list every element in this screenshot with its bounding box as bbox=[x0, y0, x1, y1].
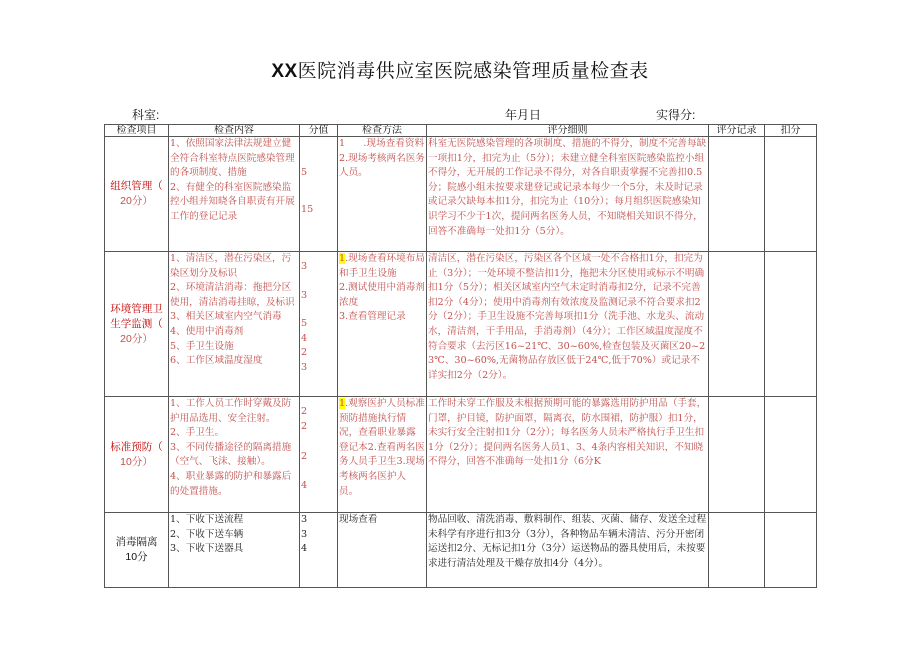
score-label: 实得分: bbox=[656, 108, 696, 122]
table-header-row bbox=[105, 125, 817, 137]
inspection-table bbox=[104, 124, 817, 588]
rules-cell: 物品回收、清洗消毒、敷料制作、组装、灭菌、储存、发送全过程未科学有序进行扣3分（3分），各种物品车辆未清洁、污分开密闭运送扣2分、无标记扣1分（3分）运送物品的器具使用后，未按要求进行清洁处理及干燥存放扣4分（4分）。 bbox=[427, 513, 709, 588]
category-cell: 标准预防（ 10分） bbox=[105, 397, 169, 513]
method-cell: 现场查看 bbox=[338, 513, 427, 588]
table-row bbox=[105, 397, 817, 513]
header-rules: 评分细则 bbox=[427, 125, 709, 137]
content-cell: 1、清洁区，潜在污染区，污染区划分及标识 2、环境清洁消毒：拖把分区使用，清洁消毒挂晾，及标识 3、相关区域室内空气消毒 4、使用中消毒剂 5、手卫生设施 6、工作区域温度湿度 bbox=[169, 252, 300, 397]
deduction-cell[interactable] bbox=[765, 137, 817, 252]
category-cell: 环境管理卫生学监测（ 20分） bbox=[105, 252, 169, 397]
table-row bbox=[105, 513, 817, 588]
header-record: 评分记录 bbox=[709, 125, 765, 137]
category-cell: 消毒隔离 10分 bbox=[105, 513, 169, 588]
record-cell[interactable] bbox=[709, 397, 765, 513]
score-cell: 3 3 4 bbox=[300, 513, 338, 588]
record-cell[interactable] bbox=[709, 137, 765, 252]
table-row bbox=[105, 252, 817, 397]
rules-cell: 科室无医院感染管理的各项制度、措施的不得分，制度不完善每缺一项扣1分，扣完为止（5分）；未建立健全科室医院感染监控小组不得分，无开展的工作记录不得分，对各自职责掌握不完善扣0.5分；院感小组未按要求建登记或记录本每少一个5分，未及时记录或记录欠缺每本扣1分，扣完为止（10分）；每月组织医院感染知识学习不少于1次，提问两名医务人员，不知晓相关知识不得分，回答不准确每一处扣1分（5分）。 bbox=[427, 137, 709, 252]
score-cell: 3 3 5 4 2 3 bbox=[300, 252, 338, 397]
deduction-cell[interactable] bbox=[765, 397, 817, 513]
content-cell: 1、工作人员工作时穿戴及防护用品选用、安全注射。 2、手卫生。 3、不同传播途径的隔离措施（空气、飞沫、接触）。 4、职业暴露的防护和暴露后的处置措施。 bbox=[169, 397, 300, 513]
header-content: 检查内容 bbox=[169, 125, 300, 137]
table-row bbox=[105, 137, 817, 252]
date-label: 年月日 bbox=[505, 108, 542, 122]
header-method: 检查方法 bbox=[338, 125, 427, 137]
method-cell: 1.现场查看环境布局和手卫生设施 2.测试使用中消毒剂浓度 3.查看管理记录 bbox=[338, 252, 427, 397]
rules-cell: 工作时未穿工作服及未根据预期可能的暴露选用防护用品（手套，门罩，护目镜，防护面罩，隔离衣，防水围裙，防护服）扣1分，未实行安全注射扣1分（2分）；每名医务人员未严格执行手卫生扣1分（2分）；提问两名医务人员1、3、4条内容相关知识，不知晓不得分，回答不准确每一处扣1分（6分K bbox=[427, 397, 709, 513]
dept-label: 科室: bbox=[132, 108, 160, 122]
method-cell: 1.观察医护人员标准预防措施执行情况，查看职业暴露登记本2.查看两名医务人员手卫生3.现场考核两名医护人员。 bbox=[338, 397, 427, 513]
content-cell: 1、下收下送流程 2、下收下送车辆 3、下收下送器具 bbox=[169, 513, 300, 588]
category-cell: 组织管理（ 20分） bbox=[105, 137, 169, 252]
header-score: 分值 bbox=[300, 125, 338, 137]
score-cell: 2 2 2 4 bbox=[300, 397, 338, 513]
rules-cell: 清洁区，潜在污染区，污染区各个区域一处不合格扣1分，扣完为止（3分）；一处环境不整洁扣1分，拖把未分区使用或标示不明确扣1分（5分）；相关区域室内空气未定时消毒扣2分，记录不完善扣2分（4分）；使用中消毒剂有效浓度及监测记录不符合要求扣2分（2分）；手卫生设施不完善每项扣1分（洗手池、水龙头、流动水，清洁剂，干手用品，手消毒剂）（4分）；工作区域温度湿度不符合要求（去污区16~21℃、30~60%,检查包装及灭菌区20~23℃、30~60%,无菌物品存放区低于24℃,低于70%）或记录不详实扣2分（2分）。 bbox=[427, 252, 709, 397]
record-cell[interactable] bbox=[709, 252, 765, 397]
header-deduction: 扣分 bbox=[765, 125, 817, 137]
record-cell[interactable] bbox=[709, 513, 765, 588]
content-cell: 1、依照国家法律法规建立健全符合科室特点医院感染管理的各项制度、措施 2、有健全的科室医院感染监控小组并知晓各自职责有开展工作的登记记录 bbox=[169, 137, 300, 252]
method-cell: 1 .现场查看资料 2.现场考核两名医务人员。 bbox=[338, 137, 427, 252]
deduction-cell[interactable] bbox=[765, 252, 817, 397]
score-cell: 5 15 bbox=[300, 137, 338, 252]
header-item: 检查项目 bbox=[105, 125, 169, 137]
page-title: XX医院消毒供应室医院感染管理质量检查表 bbox=[271, 60, 649, 82]
deduction-cell[interactable] bbox=[765, 513, 817, 588]
